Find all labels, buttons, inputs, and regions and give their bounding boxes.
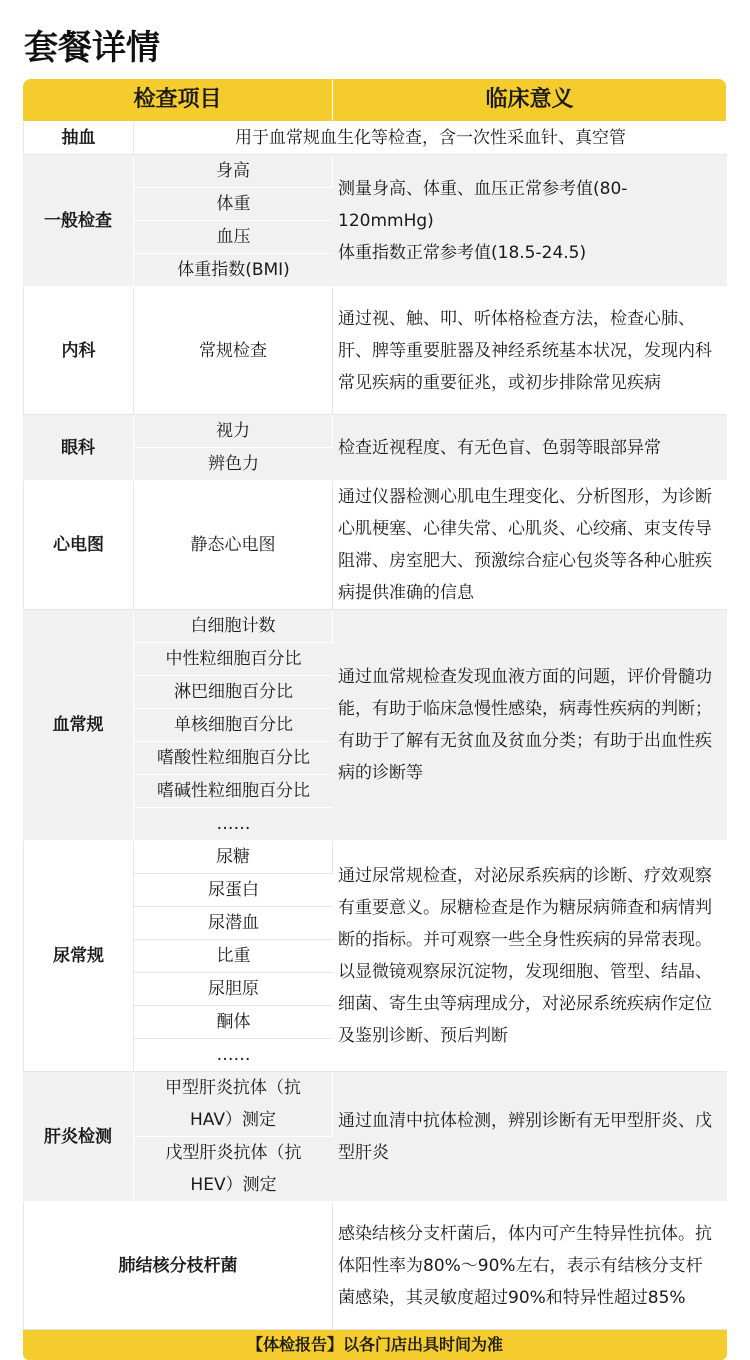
item-cell: 体重指数(BMI) bbox=[134, 254, 333, 287]
description-cell: 通过血清中抗体检测，辨别诊断有无甲型肝炎、戊型肝炎 bbox=[333, 1072, 727, 1202]
category-cell: 肝炎检测 bbox=[23, 1072, 134, 1202]
category-cell: 肺结核分枝杆菌 bbox=[23, 1202, 333, 1330]
item-cell: 淋巴细胞百分比 bbox=[134, 676, 333, 709]
item-cell: 辨色力 bbox=[134, 448, 333, 481]
table-row bbox=[23, 122, 727, 155]
description-cell: 检查近视程度、有无色盲、色弱等眼部异常 bbox=[333, 415, 727, 481]
table-row bbox=[23, 1072, 727, 1137]
item-cell: 白细胞计数 bbox=[134, 610, 333, 643]
category-cell: 一般检查 bbox=[23, 155, 134, 287]
table-row bbox=[23, 287, 727, 415]
table-row bbox=[23, 1202, 727, 1330]
category-cell: 抽血 bbox=[23, 122, 134, 155]
item-cell: 尿糖 bbox=[134, 841, 333, 874]
description-cell: 通过视、触、叩、听体格检查方法，检查心肺、肝、脾等重要脏器及神经系统基本状况，发现内科常见疾病的重要征兆，或初步排除常见疾病 bbox=[333, 287, 727, 415]
item-cell: 常规检查 bbox=[134, 287, 333, 415]
item-cell: 体重 bbox=[134, 188, 333, 221]
table-row bbox=[23, 841, 727, 874]
table-row bbox=[23, 415, 727, 448]
item-cell: 尿胆原 bbox=[134, 973, 333, 1006]
item-cell: 嗜碱性粒细胞百分比 bbox=[134, 775, 333, 808]
item-cell: 单核细胞百分比 bbox=[134, 709, 333, 742]
item-cell: 酮体 bbox=[134, 1006, 333, 1039]
description-cell: 测量身高、体重、血压正常参考值(80-120mmHg) 体重指数正常参考值(18.5-24.5) bbox=[333, 155, 727, 287]
table-footer-row bbox=[23, 1330, 727, 1360]
item-cell: 戊型肝炎抗体（抗HEV）测定 bbox=[134, 1137, 333, 1202]
item-cell: 身高 bbox=[134, 155, 333, 188]
column-header-meaning: 临床意义 bbox=[333, 79, 727, 122]
item-cell: 嗜酸性粒细胞百分比 bbox=[134, 742, 333, 775]
table-row bbox=[23, 610, 727, 643]
category-cell: 心电图 bbox=[23, 481, 134, 610]
category-cell: 血常规 bbox=[23, 610, 134, 841]
table-row bbox=[23, 155, 727, 188]
item-cell: 甲型肝炎抗体（抗HAV）测定 bbox=[134, 1072, 333, 1137]
item-cell: 视力 bbox=[134, 415, 333, 448]
report-note: 【体检报告】以各门店出具时间为准 bbox=[23, 1330, 727, 1360]
table-header-row bbox=[23, 79, 727, 122]
category-cell: 眼科 bbox=[23, 415, 134, 481]
description-cell: 通过仪器检测心肌电生理变化、分析图形，为诊断心肌梗塞、心律失常、心肌炎、心绞痛、束支传导阻滞、房室肥大、预激综合症心包炎等各种心脏疾病提供准确的信息 bbox=[333, 481, 727, 610]
table-row bbox=[23, 481, 727, 610]
description-cell: 通过尿常规检查，对泌尿系疾病的诊断、疗效观察有重要意义。尿糖检查是作为糖尿病筛查和病情判断的指标。并可观察一些全身性疾病的异常表现。以显微镜观察尿沉淀物，发现细胞、管型、结晶、细菌、寄生虫等病理成分，对泌尿系统疾病作定位及鉴别诊断、预后判断 bbox=[333, 841, 727, 1072]
column-header-item: 检查项目 bbox=[23, 79, 333, 122]
package-details-table bbox=[23, 79, 727, 1360]
item-cell: 比重 bbox=[134, 940, 333, 973]
item-cell: 中性粒细胞百分比 bbox=[134, 643, 333, 676]
category-cell: 尿常规 bbox=[23, 841, 134, 1072]
item-cell: …… bbox=[134, 808, 333, 841]
item-cell: 静态心电图 bbox=[134, 481, 333, 610]
item-cell: 血压 bbox=[134, 221, 333, 254]
description-cell: 通过血常规检查发现血液方面的问题，评价骨髓功能，有助于临床急慢性感染，病毒性疾病的判断；有助于了解有无贫血及贫血分类；有助于出血性疾病的诊断等 bbox=[333, 610, 727, 841]
item-cell: 尿潜血 bbox=[134, 907, 333, 940]
page-title: 套餐详情 bbox=[24, 28, 160, 68]
description-cell: 感染结核分支杆菌后，体内可产生特异性抗体。抗体阳性率为80%～90%左右，表示有结核分支杆菌感染，其灵敏度超过90%和特异性超过85% bbox=[333, 1202, 727, 1330]
category-cell: 内科 bbox=[23, 287, 134, 415]
item-cell: 尿蛋白 bbox=[134, 874, 333, 907]
item-cell: …… bbox=[134, 1039, 333, 1072]
description-cell: 用于血常规血生化等检查，含一次性采血针、真空管 bbox=[134, 122, 727, 155]
